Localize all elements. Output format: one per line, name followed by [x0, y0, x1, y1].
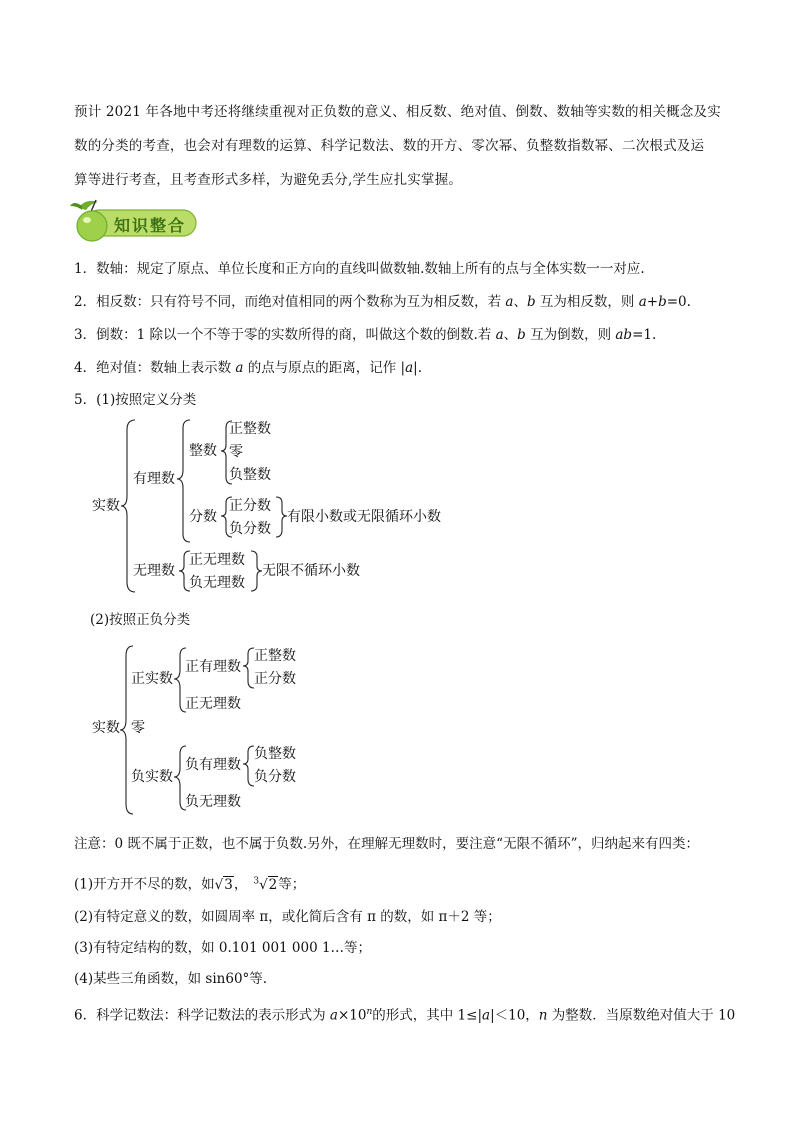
var-b: b	[658, 294, 667, 310]
item-4-text-2: 的点与原点的距离，记作	[243, 360, 401, 376]
tree1-posint: 正整数	[229, 421, 271, 437]
item-5-subheading: (2)按照正负分类	[90, 612, 191, 628]
tree1-rational: 有理数	[133, 471, 175, 487]
plus-sign: +	[646, 294, 659, 310]
tree2-negint: 负整数	[254, 746, 296, 762]
note-3: (3)有特定结构的数，如 0.101 001 000 1…等；	[74, 940, 372, 956]
var-b: b	[526, 294, 536, 310]
radicand-2: 2	[268, 876, 278, 893]
root-index: 3	[253, 876, 260, 886]
tree2-zero: 零	[131, 720, 145, 736]
var-a: a	[482, 1007, 491, 1024]
tree2-negative: 负实数	[131, 769, 173, 785]
var-a: a	[638, 294, 647, 310]
item-3-text-2: 互为倒数，则	[525, 327, 616, 343]
item-6-text: 6．科学记数法：科学记数法的表示形式为	[74, 1007, 330, 1024]
note-1-end: 等；	[278, 876, 306, 893]
item-4-text: 4．绝对值：数轴上表示数	[74, 360, 236, 376]
item-2-sep: 、	[513, 294, 527, 310]
item-2-end: =0.	[666, 294, 691, 310]
intro-line-2: 数的分类的考查，也会对有理数的运算、科学记数法、数的开方、零次幂、负整数指数幂、二次根式及运	[74, 138, 705, 154]
tree1-negirr: 负无理数	[189, 575, 245, 591]
item-1: 1．数轴：规定了原点、单位长度和正方向的直线叫做数轴.数轴上所有的点与全体实数一一对应.	[74, 261, 645, 277]
tree1-negint: 负整数	[229, 467, 271, 483]
exponent-n: n	[366, 1007, 373, 1017]
item-4-end: .	[417, 360, 422, 376]
note-1-sep: ，	[233, 876, 248, 893]
note-2: (2)有特定意义的数，如圆周率 π，或化简后含有 π 的数，如 π＋2 等；	[74, 909, 501, 925]
item-5-heading: 5．(1)按照定义分类	[74, 392, 197, 408]
tree1-irr-note: 无限不循环小数	[262, 563, 360, 579]
item-2-text-2: 互为相反数，则	[535, 294, 639, 310]
intro-line-1: 预计 2021 年各地中考还将继续重视对正负数的意义、相反数、绝对值、倒数、数轴等实数的相关概念及实	[74, 104, 721, 120]
var-b: b	[517, 327, 526, 343]
item-3-text: 3．倒数：1 除以一个不等于零的实数所得的商，叫做这个数的倒数.若	[74, 327, 496, 343]
sqrt-3: √3	[214, 876, 233, 893]
item-6	[74, 1002, 735, 1026]
tree1-posirr: 正无理数	[189, 552, 245, 568]
var-a: a	[329, 1007, 338, 1024]
note-intro: 注意：0 既不属于正数，也不属于负数.另外，在理解无理数时，要注意“无限不循环”，归纳起来有四类：	[74, 836, 699, 852]
cbrt-2: $^3$√2	[253, 876, 278, 893]
intro-line-3: 算等进行考查，且考查形式多样，为避免丢分,学生应扎实掌握。	[74, 172, 463, 188]
tree1-fraction: 分数	[189, 509, 217, 525]
item-6-text-2: 的形式，其中 1≤|	[372, 1007, 482, 1024]
tree1-integer: 整数	[189, 443, 217, 459]
tree1-posfrac: 正分数	[229, 498, 271, 514]
tree1-negfrac: 负分数	[229, 521, 271, 537]
var-a: a	[235, 360, 244, 376]
tree1-root: 实数	[92, 498, 120, 514]
note-4: (4)某些三角函数，如 sin60°等.	[74, 971, 268, 987]
tree2-negirr: 负无理数	[185, 794, 241, 810]
tree2-posint: 正整数	[254, 648, 296, 664]
badge-label: 知识整合	[114, 216, 187, 235]
tree2-root: 实数	[92, 720, 120, 736]
var-a: a	[495, 327, 504, 343]
item-6-text-4: 为整数．当原数绝对值大于 10	[547, 1007, 736, 1024]
tree2-posfrac: 正分数	[254, 671, 296, 687]
tree1-zero: 零	[229, 444, 243, 460]
tree1-frac-note: 有限小数或无限循环小数	[287, 509, 441, 525]
tree2-posirr: 正无理数	[185, 696, 241, 712]
radicand-3: 3	[224, 876, 233, 893]
times-ten: ×10	[337, 1007, 367, 1024]
var-a: a	[505, 294, 514, 310]
tree2-positive: 正实数	[131, 671, 173, 687]
item-3-end: =1.	[632, 327, 657, 343]
item-2-text: 2．相反数：只有符号不同，而绝对值相同的两个数称为互为相反数，若	[74, 294, 506, 310]
var-ab: ab	[615, 327, 633, 343]
note-1-text: (1)开方开不尽的数，如	[74, 876, 215, 893]
tree1-irrational: 无理数	[133, 563, 175, 579]
item-3-sep: 、	[503, 327, 518, 343]
tree2-posrat: 正有理数	[185, 659, 241, 675]
note-1	[74, 871, 305, 895]
item-6-text-3: |＜10，	[490, 1007, 539, 1024]
tree2-negfrac: 负分数	[254, 769, 296, 785]
tree2-negrat: 负有理数	[185, 757, 241, 773]
abs-a: |a|	[400, 360, 418, 376]
var-n: n	[538, 1007, 548, 1024]
